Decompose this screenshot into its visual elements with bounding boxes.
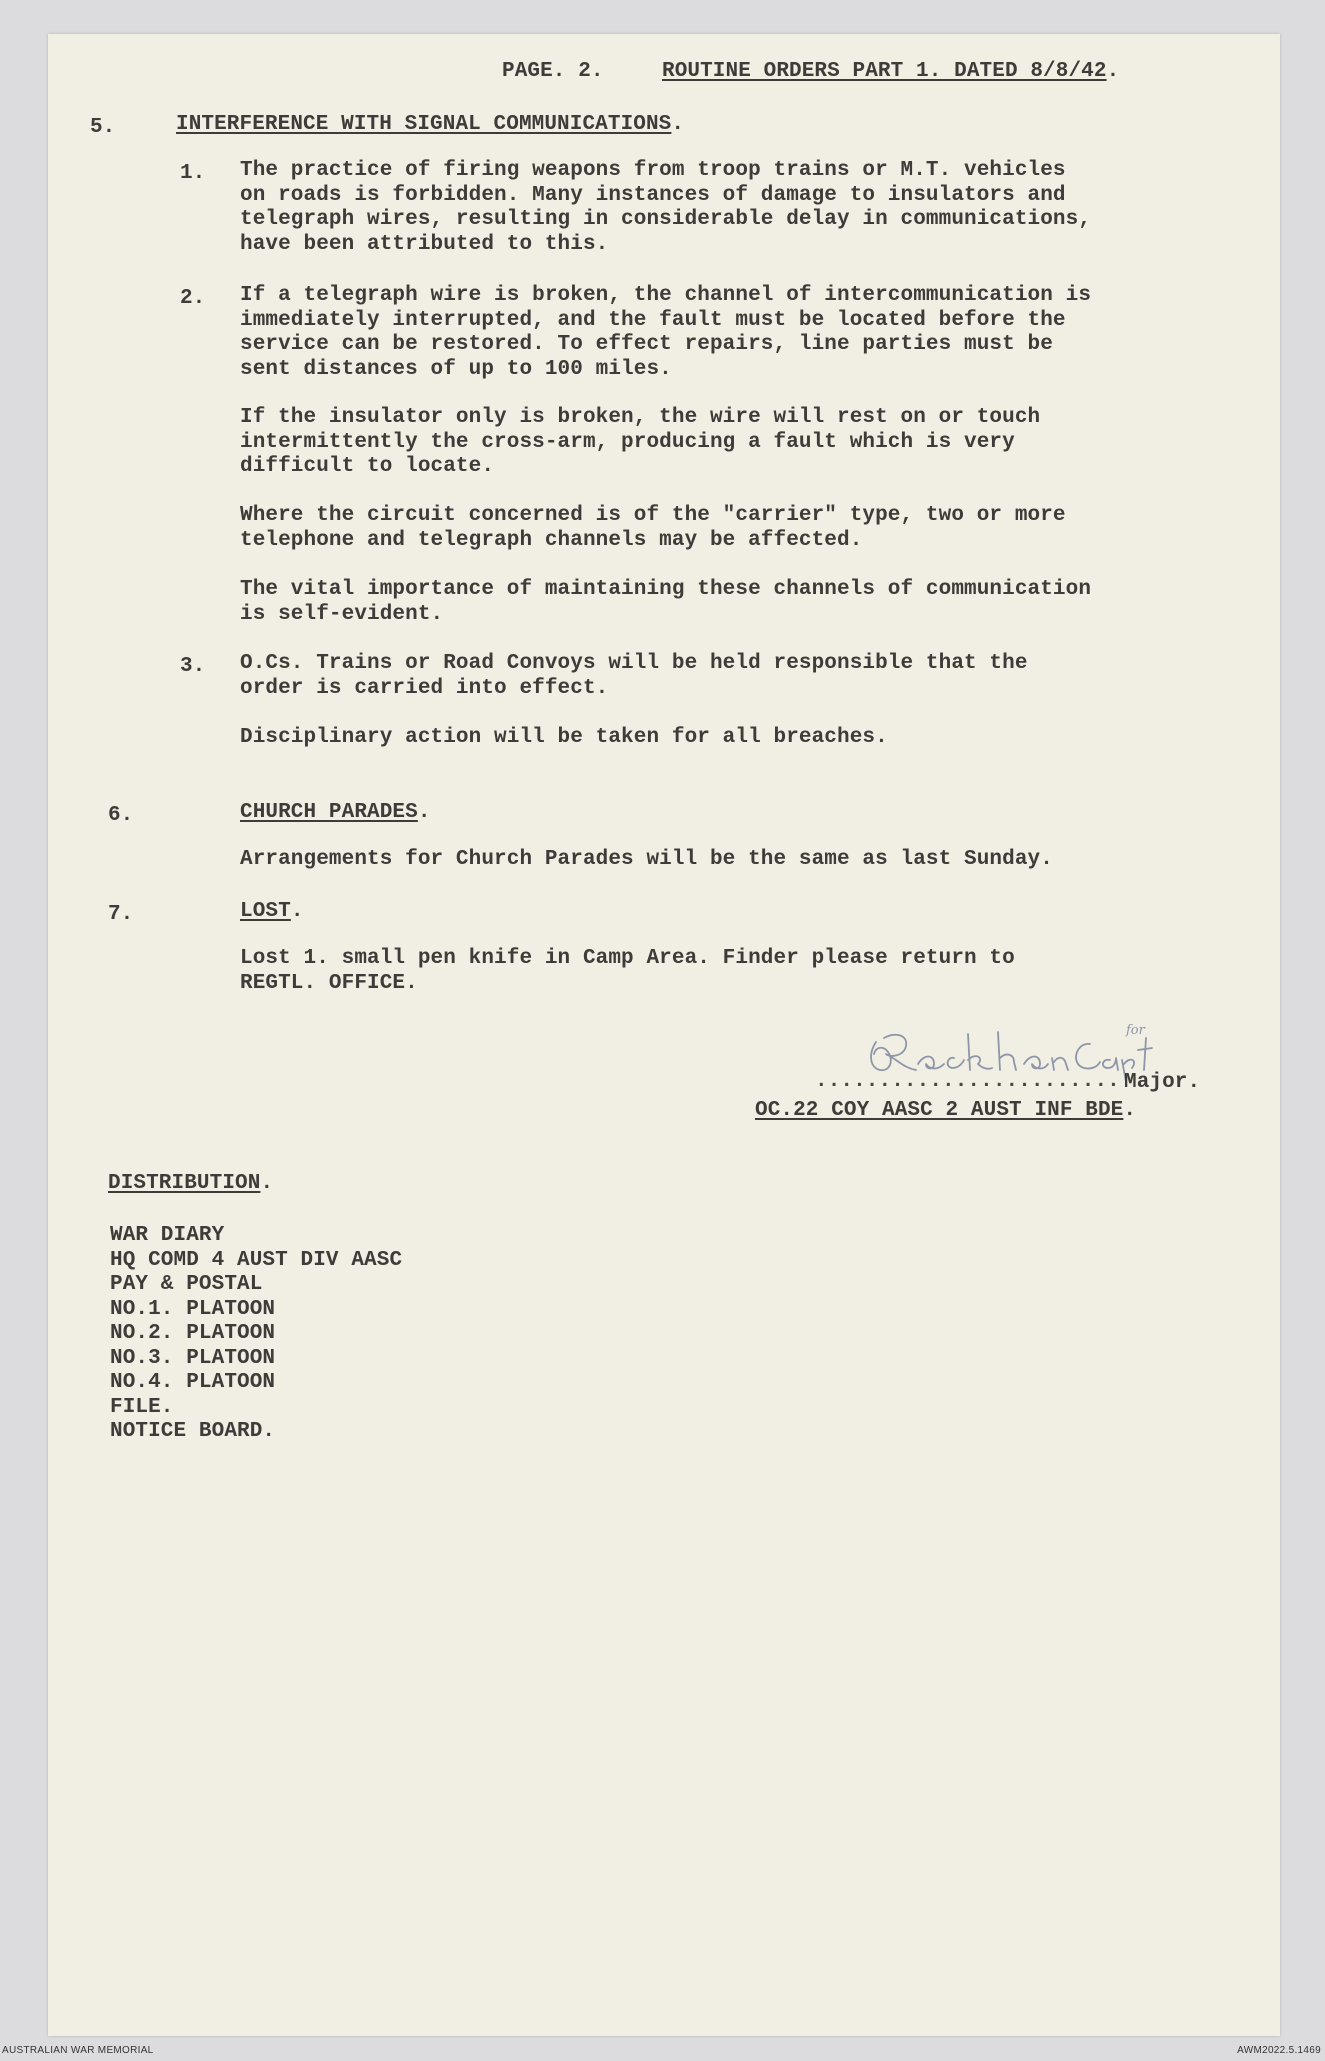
item-2-line: If a telegraph wire is broken, the channel of intercommunication is [240,284,1092,307]
section-6-number: 6. [108,804,134,827]
section-5-title: INTERFERENCE WITH SIGNAL COMMUNICATIONS. [176,113,685,136]
routine-orders-header: ROUTINE ORDERS PART 1. DATED 8/8/42. [662,60,1120,83]
distribution-item: FILE. [110,1395,174,1419]
item-2-paragraph-line: intermittently the cross-arm, producing a fault which is very [240,430,1015,454]
signature-rank: Major. [1124,1071,1201,1094]
item-1-line: have been attributed to this. [240,232,609,256]
section-5-number: 5. [90,116,116,139]
item-2-line: sent distances of up to 100 miles. [240,357,672,381]
distribution-item: NO.4. PLATOON [110,1371,276,1394]
svg-text:for: for [1126,1024,1145,1038]
distribution-item: NO.2. PLATOON [110,1322,276,1345]
item-2-paragraph-line: If the insulator only is broken, the wire will rest on or touch [240,406,1041,429]
item-1-line: on roads is forbidden. Many instances of damage to insulators and [240,183,1066,207]
distribution-item: PAY & POSTAL [110,1273,263,1296]
distribution-item: NO.1. PLATOON [110,1297,276,1321]
footer-accession: AWM2022.5.1469 [1237,2045,1321,2056]
section-7-title: LOST. [240,900,304,923]
distribution-item: NO.3. PLATOON [110,1346,276,1370]
item-2-paragraph-line: Where the circuit concerned is of the "carrier" type, two or more [240,504,1066,527]
footer-credit: AUSTRALIAN WAR MEMORIAL [2,2045,154,2056]
item-1-number: 1. [180,162,206,185]
section-6-text: Arrangements for Church Parades will be the same as last Sunday. [240,848,1053,871]
item-3-number: 3. [180,655,206,678]
item-2-paragraph-line: difficult to locate. [240,455,495,478]
section-7-number: 7. [108,903,134,926]
item-1-line: The practice of firing weapons from troop trains or M.T. vehicles [240,159,1066,182]
item-2-paragraph-line: The vital importance of maintaining these channels of communication [240,578,1092,601]
item-2-line: service can be restored. To effect repairs, line parties must be [240,333,1053,356]
distribution-item: HQ COMD 4 AUST DIV AASC [110,1248,403,1272]
section-7-line: Lost 1. small pen knife in Camp Area. Finder please return to [240,947,1015,970]
item-2-paragraph-line: is self-evident. [240,602,444,626]
item-3-line: O.Cs. Trains or Road Convoys will be held responsible that the [240,652,1028,675]
item-3-paragraph: Disciplinary action will be taken for all breaches. [240,726,888,749]
distribution-title: DISTRIBUTION. [108,1172,274,1195]
item-1-line: telegraph wires, resulting in considerable delay in communications, [240,208,1092,231]
distribution-item: WAR DIARY [110,1224,225,1247]
distribution-item: NOTICE BOARD. [110,1420,276,1443]
section-6-title: CHURCH PARADES. [240,801,431,824]
signature-dots: ........................ [815,1070,1120,1093]
item-3-line: order is carried into effect. [240,676,609,700]
item-2-line: immediately interrupted, and the fault must be located before the [240,308,1066,332]
section-7-line: REGTL. OFFICE. [240,971,418,995]
item-2-number: 2. [180,287,206,310]
page-number: PAGE. 2. [502,60,604,83]
signature-unit: OC.22 COY AASC 2 AUST INF BDE. [755,1099,1137,1122]
item-2-paragraph-line: telephone and telegraph channels may be affected. [240,528,863,552]
